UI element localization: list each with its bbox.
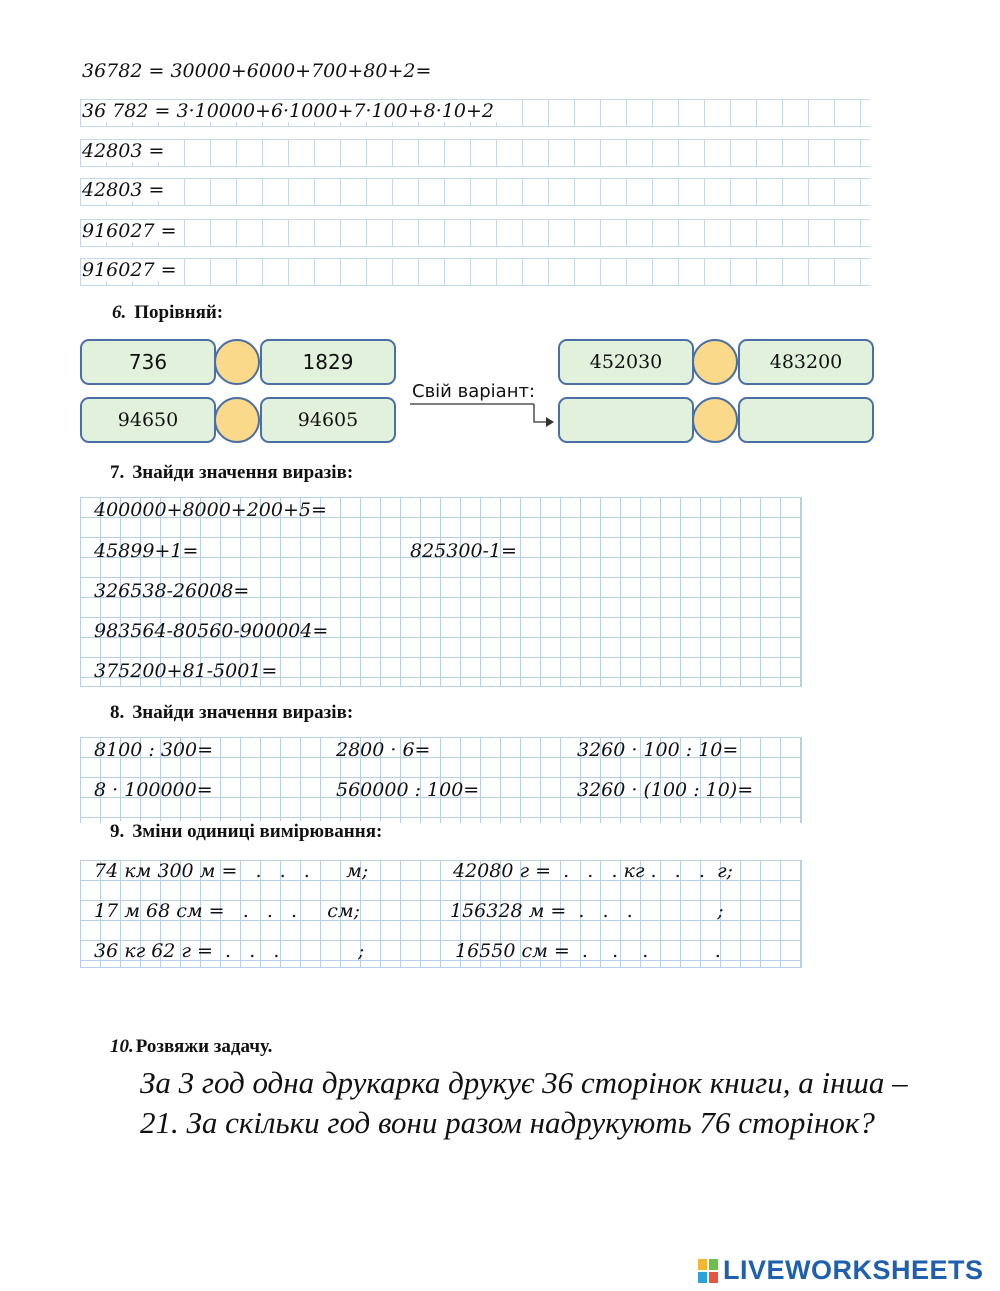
section-number: 8. [110, 702, 125, 723]
conversion-line: 36 кг 62 г = . . . ; [94, 940, 365, 962]
expression-line: 326538-26008= [94, 580, 250, 602]
word-problem: За 3 год одна друкарка друкує 36 сторінок книги, а інша – 21. За скільки год вони разом надрукують 76 сторінок? [140, 1065, 908, 1140]
compare-sign-input[interactable] [214, 397, 260, 443]
arrow-icon [410, 403, 555, 431]
grid-strip [80, 258, 870, 286]
compare-sign-input[interactable] [214, 339, 260, 385]
conversion-line: 42080 г = . . . кг . . . г; [453, 860, 733, 882]
own-variant-label: Свій варіант: [412, 381, 536, 402]
expression-line: 2800 · 6= [336, 739, 431, 761]
expression-line: 8 · 100000= [94, 779, 213, 801]
expansion-row: 916027 = [82, 220, 181, 242]
liveworksheets-logo [698, 1255, 984, 1286]
example-line-2: 36 782 = 3·10000+6·1000+7·100+8·10+2 [82, 100, 498, 122]
section-6-heading [112, 302, 223, 324]
expression-line: 375200+81-5001= [94, 660, 278, 682]
section-title: Розвяжи задачу. [135, 1036, 273, 1057]
brand-name: LIVEWORKSHEETS [723, 1255, 984, 1285]
own-right-input[interactable] [738, 397, 874, 443]
own-left-input[interactable] [558, 397, 694, 443]
expression-line: 3260 · 100 : 10= [577, 739, 739, 761]
expression-line: 560000 : 100= [336, 779, 480, 801]
section-number: 7. [110, 462, 125, 483]
logo-icon [698, 1259, 720, 1283]
section-title: Знайди значення виразів: [132, 702, 354, 723]
compare-left-box: 94650 [80, 397, 216, 443]
grid-strip [80, 139, 870, 167]
conversion-line: 17 м 68 см = . . . см; [94, 900, 361, 922]
section-title: Зміни одиниці вимірювання: [132, 821, 383, 842]
expansion-row: 42803 = [82, 140, 168, 162]
expansion-row: 916027 = [82, 259, 181, 281]
conversion-line: 16550 см = . . . . [455, 940, 721, 962]
section-8-heading [110, 702, 353, 724]
grid-strip [80, 219, 870, 247]
expression-line: 3260 · (100 : 10)= [577, 779, 754, 801]
section-10-heading [110, 1036, 272, 1058]
compare-right-box: 483200 [738, 339, 874, 385]
compare-right-box: 1829 [260, 339, 396, 385]
section-9-heading [110, 821, 388, 843]
conversion-line: 156328 м = . . . ; [450, 900, 724, 922]
example-line-1: 36782 = 30000+6000+700+80+2= [82, 60, 432, 82]
compare-sign-input[interactable] [692, 339, 738, 385]
expansion-row: 42803 = [82, 179, 168, 201]
expression-line: 983564-80560-900004= [94, 620, 329, 642]
section-title: Порівняй: [134, 302, 224, 323]
compare-left-box: 452030 [558, 339, 694, 385]
grid-strip [80, 178, 870, 206]
section-title: Знайди значення виразів: [132, 462, 354, 483]
expression-line: 45899+1= [94, 540, 199, 562]
compare-left-box: 736 [80, 339, 216, 385]
conversion-line: 74 км 300 м = . . . м; [94, 860, 369, 882]
compare-sign-input[interactable] [692, 397, 738, 443]
expression-line: 825300-1= [410, 540, 517, 562]
expression-line: 400000+8000+200+5= [94, 499, 327, 521]
section-number: 9. [110, 821, 125, 842]
section-number: 6. [112, 302, 127, 323]
expression-line: 8100 : 300= [94, 739, 214, 761]
section-7-heading [110, 462, 353, 484]
section-number: 10. [110, 1036, 134, 1057]
compare-right-box: 94605 [260, 397, 396, 443]
